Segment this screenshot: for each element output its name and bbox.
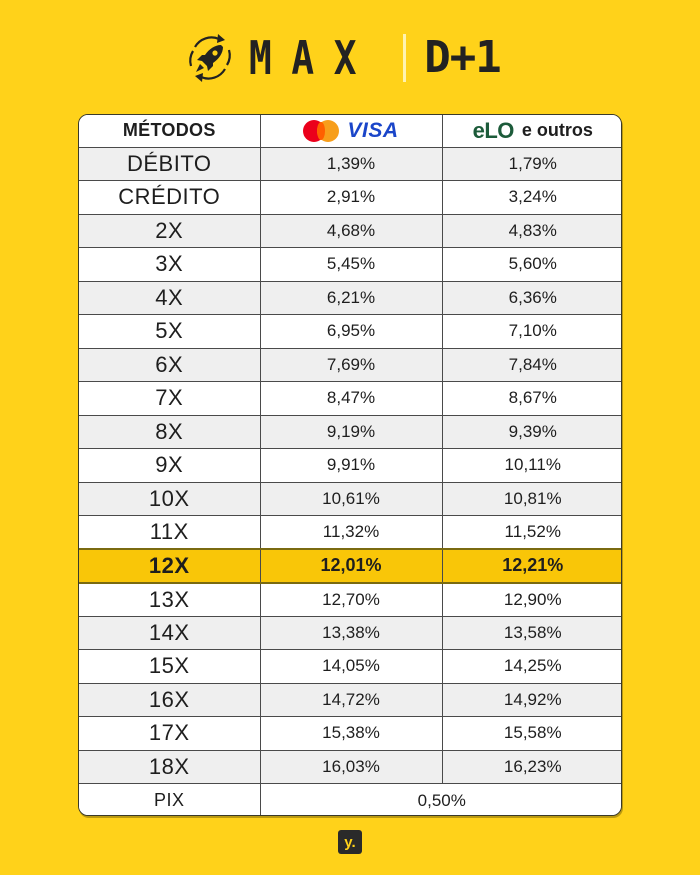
method-cell: 14X [79,616,260,650]
method-cell: 10X [79,482,260,516]
rate-elo-outros: 5,60% [442,248,622,282]
method-cell: 2X [79,214,260,248]
rate-mc-visa: 14,05% [260,650,442,684]
rate-mc-visa: 5,45% [260,248,442,282]
header-elo-outros [442,115,622,147]
rate-mc-visa: 12,01% [260,549,442,583]
table-row [79,750,622,784]
method-cell: 8X [79,415,260,449]
rate-mc-visa: 9,91% [260,449,442,483]
rate-elo-outros: 14,92% [442,683,622,717]
rate-mc-visa: 6,21% [260,281,442,315]
header-mastercard-visa [260,115,442,147]
rate-elo-outros: 12,90% [442,583,622,617]
rate-elo-outros: 10,11% [442,449,622,483]
header-methods [79,115,260,147]
rate-mc-visa: 7,69% [260,348,442,382]
rate-elo-outros: 6,36% [442,281,622,315]
rate-mc-visa: 13,38% [260,616,442,650]
brand-subtitle: D+1 [424,32,501,83]
table-row [79,482,622,516]
header-methods-label: MÉTODOS [122,120,216,141]
table-row [79,650,622,684]
rate-elo-outros: 7,10% [442,315,622,349]
method-cell: 4X [79,281,260,315]
table-header-row [79,115,622,147]
rate-mc-visa: 15,38% [260,717,442,751]
header-divider [403,34,406,82]
rate-elo-outros: 10,81% [442,482,622,516]
method-cell: 12X [79,549,260,583]
rate-elo-outros: 12,21% [442,549,622,583]
method-cell: DÉBITO [79,147,260,181]
rates-table [78,114,622,816]
rate-mc-visa: 12,70% [260,583,442,617]
table-row [79,516,622,550]
table-row [79,248,622,282]
rate-mc-visa: 1,39% [260,147,442,181]
method-cell: 18X [79,750,260,784]
rate-mc-visa: 2,91% [260,181,442,215]
table-row [79,449,622,483]
table-row [79,415,622,449]
table-row [79,181,622,215]
rate-elo-outros: 1,79% [442,147,622,181]
rate-elo-outros: 14,25% [442,650,622,684]
method-cell-pix: PIX [79,784,260,817]
method-cell: 11X [79,516,260,550]
rate-mc-visa: 6,95% [260,315,442,349]
rocket-cycle-icon [185,33,235,83]
rate-elo-outros: 9,39% [442,415,622,449]
rate-pix: 0,50% [260,784,622,817]
rate-elo-outros: 16,23% [442,750,622,784]
rate-elo-outros: 4,83% [442,214,622,248]
method-cell: 5X [79,315,260,349]
rate-elo-outros: 13,58% [442,616,622,650]
table-row [79,315,622,349]
e-outros-label: e outros [521,120,593,141]
rate-elo-outros: 15,58% [442,717,622,751]
rate-elo-outros: 7,84% [442,348,622,382]
table-row [79,348,622,382]
table-row-highlighted [79,549,622,583]
method-cell: 9X [79,449,260,483]
footer-brand-logo: y. [338,830,362,854]
method-cell: 7X [79,382,260,416]
mastercard-logo-icon [303,120,339,142]
table-row [79,382,622,416]
rate-mc-visa: 11,32% [260,516,442,550]
table-row-pix [79,784,622,817]
table-row [79,281,622,315]
rate-elo-outros: 11,52% [442,516,622,550]
table-row [79,147,622,181]
elo-logo: eLO [472,117,514,143]
method-cell: 3X [79,248,260,282]
rate-mc-visa: 16,03% [260,750,442,784]
rate-mc-visa: 9,19% [260,415,442,449]
method-cell: CRÉDITO [79,181,260,215]
table-row [79,616,622,650]
rate-mc-visa: 8,47% [260,382,442,416]
rate-mc-visa: 14,72% [260,683,442,717]
table-row [79,683,622,717]
method-cell: 16X [79,683,260,717]
rate-elo-outros: 3,24% [442,181,622,215]
method-cell: 13X [79,583,260,617]
brand-name: MAX [249,31,377,85]
method-cell: 17X [79,717,260,751]
visa-logo: VISA [347,118,399,142]
rate-mc-visa: 10,61% [260,482,442,516]
rate-elo-outros: 8,67% [442,382,622,416]
table-row [79,214,622,248]
header [0,28,700,88]
rate-mc-visa: 4,68% [260,214,442,248]
table-row [79,717,622,751]
method-cell: 15X [79,650,260,684]
method-cell: 6X [79,348,260,382]
table-row [79,583,622,617]
